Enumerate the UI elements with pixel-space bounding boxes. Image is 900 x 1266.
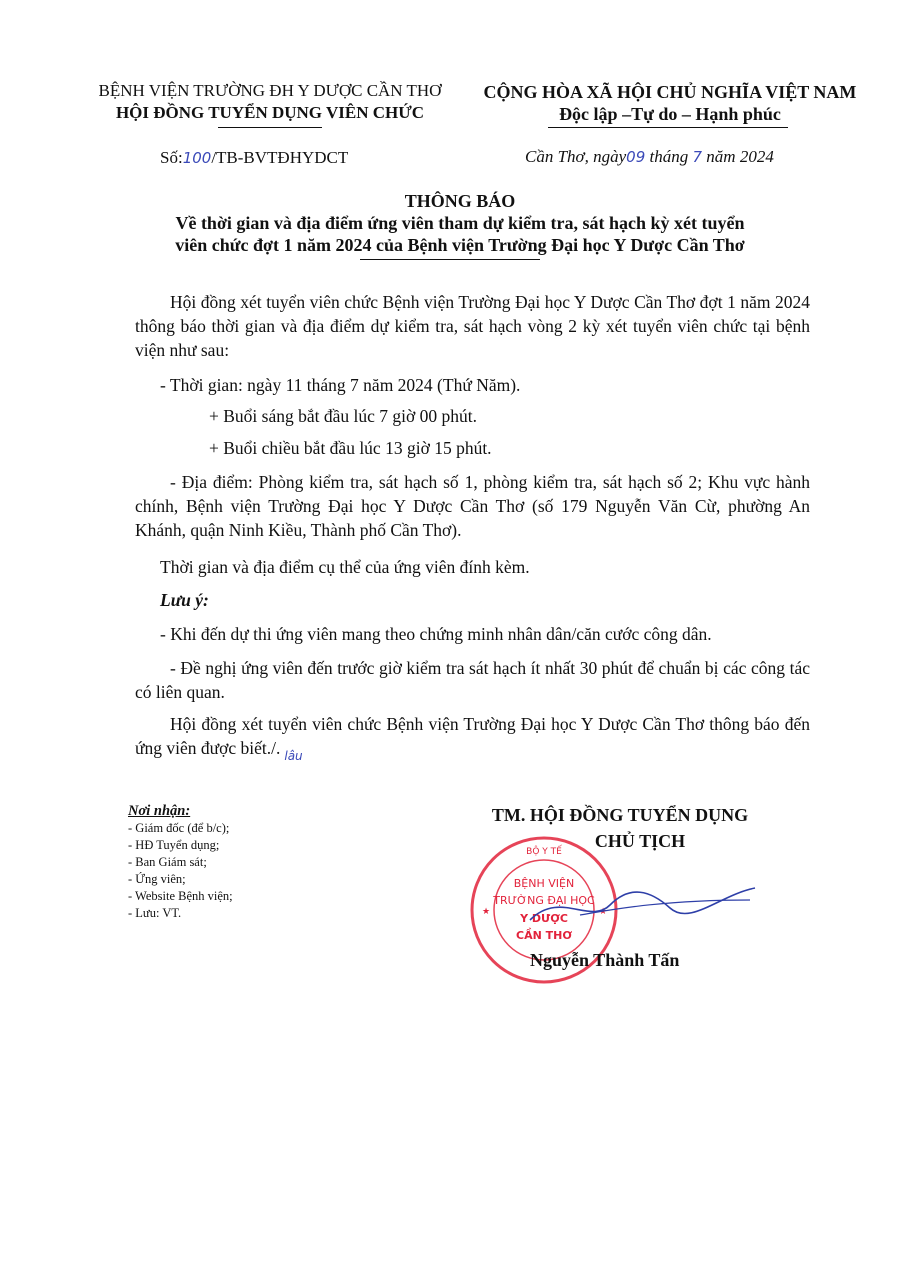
afternoon-line: + Buổi chiều bắt đầu lúc 13 giờ 15 phút. <box>209 438 492 458</box>
header-left-rule <box>218 127 322 128</box>
national-motto <box>470 81 870 125</box>
stamp-line-2: TRƯỜNG ĐẠI HỌC <box>493 894 595 907</box>
recipients-block <box>128 803 233 922</box>
stamp-star-icon: ★ <box>482 907 491 917</box>
title-sub-2: viên chức đợt 1 năm 2024 của Bệnh viện Trường Đại học Y Dược Cần Thơ <box>175 235 745 255</box>
location-paragraph: - Địa điểm: Phòng kiểm tra, sát hạch số 1, phòng kiểm tra, sát hạch số 2; Khu vực hành chính, Bệnh viện Trường Đại học Y Dược Cần Thơ (số 179 Nguyễn Văn Cừ, phường An Khánh, quận Ninh Kiều, Thành phố Cần Thơ). <box>135 472 810 540</box>
time-line: - Thời gian: ngày 11 tháng 7 năm 2024 (Thứ Năm). <box>160 375 521 395</box>
note-1: - Khi đến dự thi ứng viên mang theo chứng minh nhân dân/căn cước công dân. <box>160 624 712 644</box>
recipient-item: - Lưu: VT. <box>128 906 182 920</box>
header-right-rule <box>548 127 788 128</box>
morning-line: + Buổi sáng bắt đầu lúc 7 giờ 00 phút. <box>209 406 477 426</box>
council-name: HỘI ĐỒNG TUYỂN DỤNG VIÊN CHỨC <box>115 103 425 122</box>
document-number: Số:100/TB-BVTĐHYDCT <box>160 148 349 167</box>
recipient-item: - Ban Giám sát; <box>128 855 207 869</box>
recipient-item: - Ứng viên; <box>128 872 186 886</box>
notice-title <box>80 190 840 256</box>
place-date: Cần Thơ, ngày09 tháng 7 năm 2024 <box>525 147 774 166</box>
handwritten-month: 7 <box>692 148 703 166</box>
handwritten-initials: lâu <box>284 749 303 763</box>
title-sub-1: Về thời gian và địa điểm ứng viên tham dự kiểm tra, sát hạch kỳ xét tuyển <box>175 213 745 233</box>
motto: Độc lập –Tự do – Hạnh phúc <box>559 104 781 124</box>
title-main: THÔNG BÁO <box>404 191 516 211</box>
issuing-organization <box>70 80 470 124</box>
stamp-line-4: CẦN THƠ <box>516 929 572 942</box>
stamp-line-1: BỆNH VIỆN <box>513 877 575 890</box>
stamp-star-icon: ★ <box>599 907 608 917</box>
stamp-top-text: BỘ Y TẾ <box>526 847 562 857</box>
note-title: Lưu ý: <box>160 590 209 610</box>
intro-paragraph: Hội đồng xét tuyển viên chức Bệnh viện Trường Đại học Y Dược Cần Thơ đợt 1 năm 2024 thông báo thời gian và địa điểm dự kiểm tra, sát hạch vòng 2 kỳ xét tuyển viên chức tại bệnh viện như sau: <box>135 292 810 360</box>
signature-role: CHỦ TỊCH <box>594 831 686 851</box>
closing-paragraph: Hội đồng xét tuyển viên chức Bệnh viện Trường Đại học Y Dược Cần Thơ thông báo đến ứng viên được biết./. $_{lâu}$ <box>135 714 810 763</box>
nation-name: CỘNG HÒA XÃ HỘI CHỦ NGHĨA VIỆT NAM <box>483 82 857 102</box>
handwritten-number: 100 <box>182 149 212 167</box>
handwritten-signature <box>520 870 760 940</box>
hospital-name: BỆNH VIỆN TRƯỜNG ĐH Y DƯỢC CẦN THƠ <box>98 81 442 100</box>
recipient-item: - Giám đốc (để b/c); <box>128 821 230 835</box>
recipient-item: - Website Bệnh viện; <box>128 889 233 903</box>
signer-name: Nguyễn Thành Tấn <box>530 950 680 970</box>
recipients-title: Nơi nhận: <box>128 803 191 819</box>
stamp-line-3: Y DƯỢC <box>520 912 568 925</box>
title-rule <box>360 259 540 260</box>
handwritten-day: 09 <box>626 148 646 166</box>
signature-title: TM. HỘI ĐỒNG TUYỂN DỤNG <box>491 805 749 825</box>
attached-line: Thời gian và địa điểm cụ thể của ứng viên đính kèm. <box>160 557 530 577</box>
note-2: - Đề nghị ứng viên đến trước giờ kiểm tra sát hạch ít nhất 30 phút để chuẩn bị các công tác có liên quan. <box>135 658 810 702</box>
recipient-item: - HĐ Tuyển dụng; <box>128 838 220 852</box>
